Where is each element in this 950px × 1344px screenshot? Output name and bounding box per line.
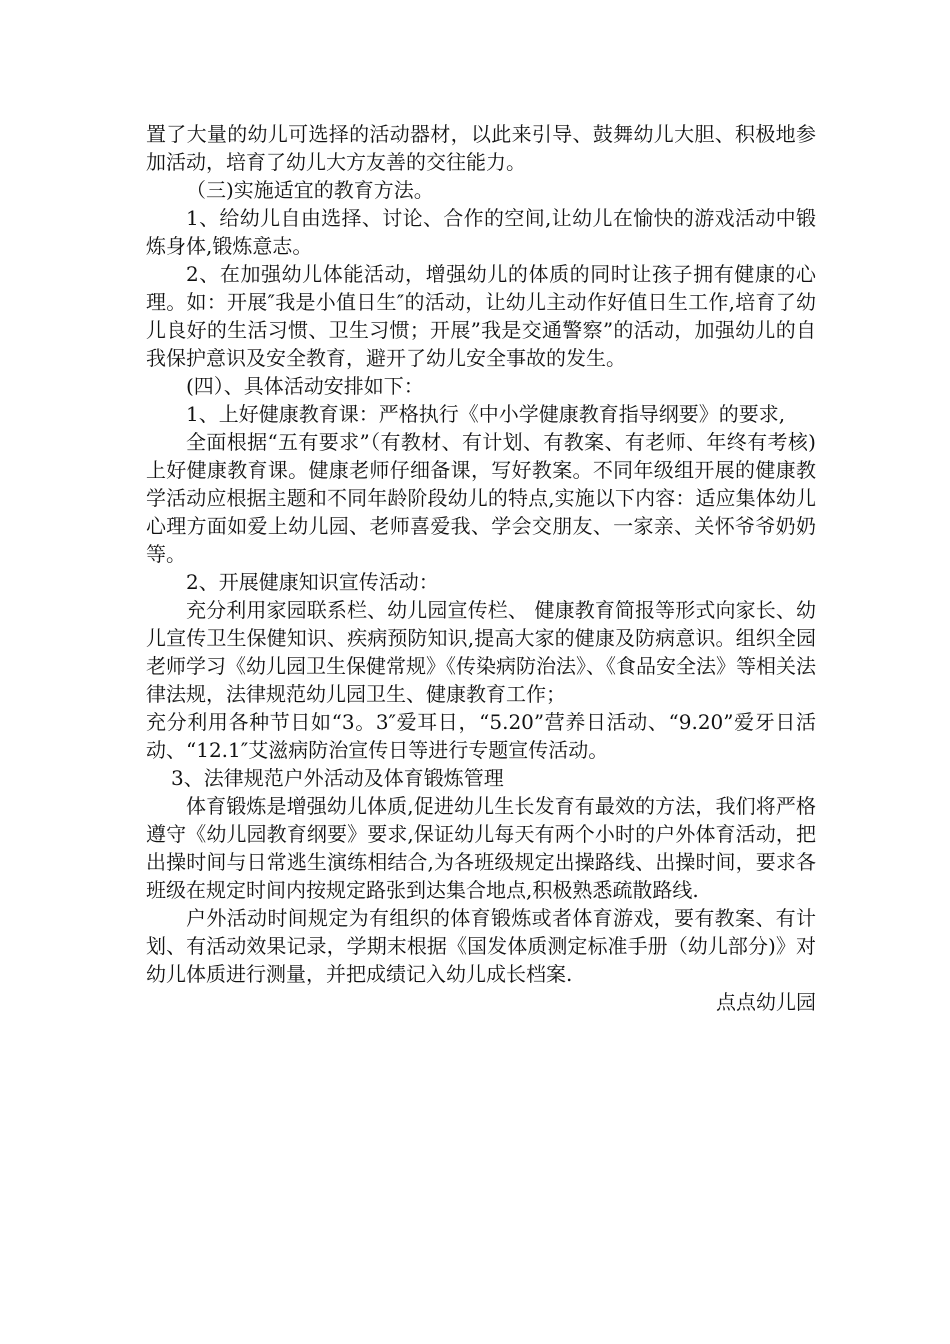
paragraph-item-1: 1、给幼儿自由选择、讨论、合作的空间,让幼儿在愉快的游戏活动中锻炼身体,锻炼意志。 [146, 206, 816, 258]
paragraph-continued-intro: 置了大量的幼儿可选择的活动器材，以此来引导、鼓舞幼儿大胆、积极地参加活动，培育了幼儿大方友善的交往能力。 [146, 122, 816, 174]
paragraph-publicity-body: 充分利用家园联系栏、幼儿园宣传栏、 健康教育简报等形式向家长、幼儿宣传卫生保健知识、疾病预防知识,提高大家的健康及防病意识。组织全园老师学习《幼儿园卫生保健常规》《传染病防治法》、《食品安全法》等相关法律法规，法律规范幼儿园卫生、健康教育工作； [146, 598, 816, 706]
paragraph-health-course: 1、上好健康教育课：严格执行《中小学健康教育指导纲要》的要求, [186, 402, 786, 426]
paragraph-outdoor-heading: 3、法律规范户外活动及体育锻炼管理 [171, 766, 504, 790]
paragraph-five-requirements: 全面根据“五有要求”（有教材、有计划、有教案、有老师、年终有考核)上好健康教育课。健康老师仔细备课，写好教案。不同年级组开展的健康教学活动应根据主题和不同年龄阶段幼儿的特点,实施以下内容：适应集体幼儿心理方面如爱上幼儿园、老师喜爱我、学会交朋友、一家亲、关怀爷爷奶奶等。 [146, 430, 816, 566]
paragraph-item-2: 2、在加强幼儿体能活动，增强幼儿的体质的同时让孩子拥有健康的心理。如：开展″我是小值日生″的活动，让幼儿主动作好值日生工作,培育了幼儿良好的生活习惯、卫生习惯；开展”我是交通警察”的活动，加强幼儿的自我保护意识及安全教育，避开了幼儿安全事故的发生。 [146, 262, 816, 370]
document-body [146, 120, 816, 1016]
heading-section-3: （三)实施适宜的教育方法。 [186, 178, 434, 202]
paragraph-outdoor-rules: 户外活动时间规定为有组织的体育锻炼或者体育游戏，要有教案、有计划、有活动效果记录，学期末根据《国发体质测定标准手册（幼儿部分)》对幼儿体质进行测量，并把成绩记入幼儿成长档案. [146, 906, 816, 986]
heading-section-4: (四）、具体活动安排如下： [186, 374, 424, 398]
paragraph-festival-days: 充分利用各种节日如“3。3″爱耳日，“5.20”营养日活动、“9.20”爱牙日活动、“12.1″艾滋病防治宣传日等进行专题宣传活动。 [146, 710, 816, 762]
paragraph-exercise-body: 体育锻炼是增强幼儿体质,促进幼儿生长发育有最效的方法，我们将严格遵守《幼儿园教育纲要》要求,保证幼儿每天有两个小时的户外体育活动，把出操时间与日常逃生演练相结合,为各班级规定出操路线、出操时间，要求各班级在规定时间内按规定路张到达集合地点,积极熟悉疏散路线. [146, 794, 816, 902]
signature: 点点幼儿园 [716, 990, 816, 1014]
paragraph-publicity-heading: 2、开展健康知识宣传活动： [186, 570, 439, 594]
